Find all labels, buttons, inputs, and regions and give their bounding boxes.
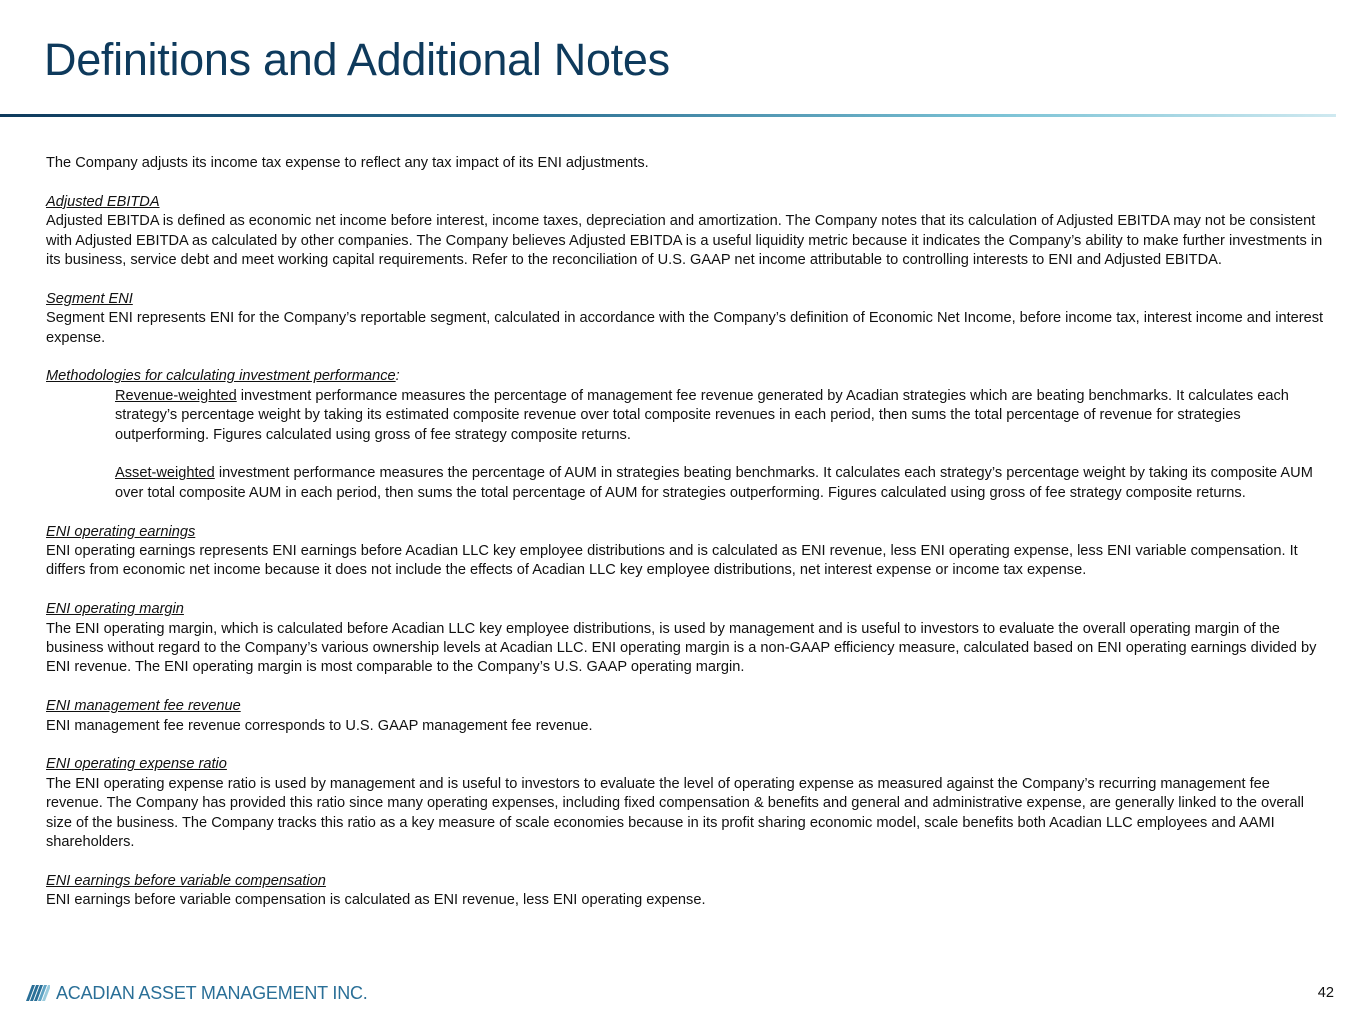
eni-management-fee-revenue-heading: ENI management fee revenue bbox=[46, 698, 241, 715]
asset-weighted-text: investment performance measures the percentage of AUM in strategies beating benchmarks. It calculates each strategy’s percentage weight by taking its composite AUM over total composite AUM in each period, then sums the total percentage of AUM for strategies outperforming. Figures calculated using gross of fee strategy composite returns. bbox=[115, 465, 1313, 501]
eni-operating-earnings-text: ENI operating earnings represents ENI earnings before Acadian LLC key employee distributions and is calculated as ENI revenue, less ENI operating expense, less ENI variable compensation. It differs from economic net income because it does not include the effects of Acadian LLC key employee distributions, net interest expense or income tax expense. bbox=[46, 543, 1298, 579]
adjusted-ebitda-heading: Adjusted EBITDA bbox=[46, 193, 160, 210]
methodologies-heading: Methodologies for calculating investment performance bbox=[46, 368, 396, 385]
definitions-body bbox=[46, 154, 1326, 911]
page-number: 42 bbox=[1317, 985, 1334, 1001]
eni-operating-expense-ratio-heading: ENI operating expense ratio bbox=[46, 756, 227, 773]
title-divider bbox=[0, 114, 1336, 117]
logo-mark-icon bbox=[26, 985, 50, 1001]
segment-eni-heading: Segment ENI bbox=[46, 290, 133, 307]
eni-operating-margin-heading: ENI operating margin bbox=[46, 601, 184, 618]
intro-text: The Company adjusts its income tax expense to reflect any tax impact of its ENI adjustments. bbox=[46, 155, 649, 171]
methodologies-heading-line bbox=[46, 367, 1326, 386]
asset-weighted-paragraph bbox=[46, 464, 1326, 503]
eni-earnings-before-variable-compensation-heading: ENI earnings before variable compensation bbox=[46, 872, 326, 889]
company-name: ACADIAN ASSET MANAGEMENT INC. bbox=[56, 982, 368, 1003]
asset-weighted-term: Asset-weighted bbox=[115, 465, 215, 482]
revenue-weighted-term: Revenue-weighted bbox=[115, 387, 237, 404]
methodologies-colon: : bbox=[395, 368, 400, 385]
eni-operating-earnings-heading: ENI operating earnings bbox=[46, 523, 196, 540]
adjusted-ebitda-text: Adjusted EBITDA is defined as economic net income before interest, income taxes, depreciation and amortization. The Company notes that its calculation of Adjusted EBITDA may not be consistent with Adjusted EBITDA as calculated by other companies. The Company believes Adjusted EBITDA is a useful liquidity metric because it indicates the Company’s ability to make further investments in its business, service debt and meet working capital requirements. Refer to the reconciliation of U.S. GAAP net income attributable to controlling interests to ENI and Adjusted EBITDA. bbox=[46, 213, 1323, 269]
eni-management-fee-revenue-text: ENI management fee revenue corresponds to U.S. GAAP management fee revenue. bbox=[46, 717, 593, 734]
company-logo bbox=[26, 983, 368, 1003]
eni-operating-margin-text: The ENI operating margin, which is calculated before Acadian LLC key employee distributions, is used by management and is useful to investors to evaluate the overall operating margin of the business without regard to the Company’s various ownership levels at Acadian LLC. ENI operating margin is a non-GAAP efficiency measure, calculated based on ENI operating earnings divided by ENI revenue. The ENI operating margin is most comparable to the Company’s U.S. GAAP operating margin. bbox=[46, 620, 1317, 676]
page-title: Definitions and Additional Notes bbox=[44, 34, 670, 85]
revenue-weighted-paragraph bbox=[46, 387, 1326, 445]
segment-eni-text: Segment ENI represents ENI for the Company’s reportable segment, calculated in accordance with the Company’s definition of Economic Net Income, before income tax, interest income and interest expense. bbox=[46, 310, 1324, 346]
eni-earnings-before-variable-compensation-text: ENI earnings before variable compensation is calculated as ENI revenue, less ENI operating expense. bbox=[46, 892, 706, 909]
revenue-weighted-text: investment performance measures the percentage of management fee revenue generated by Acadian strategies which are beating benchmarks. It calculates each strategy’s percentage weight by taking its estimated composite revenue over total composite revenues in each period, then sums the total percentage of revenue for strategies outperforming. Figures calculated using gross of fee strategy composite returns. bbox=[115, 387, 1289, 443]
eni-operating-expense-ratio-text: The ENI operating expense ratio is used by management and is useful to investors to evaluate the level of operating expense as measured against the Company’s recurring management fee revenue. The Company has provided this ratio since many operating expenses, including fixed compensation & benefits and general and administrative expense, are generally linked to the overall size of the business. The Company tracks this ratio as a key measure of scale economies because in its profit sharing economic model, scale benefits both Acadian LLC employees and AAMI shareholders. bbox=[46, 775, 1304, 851]
